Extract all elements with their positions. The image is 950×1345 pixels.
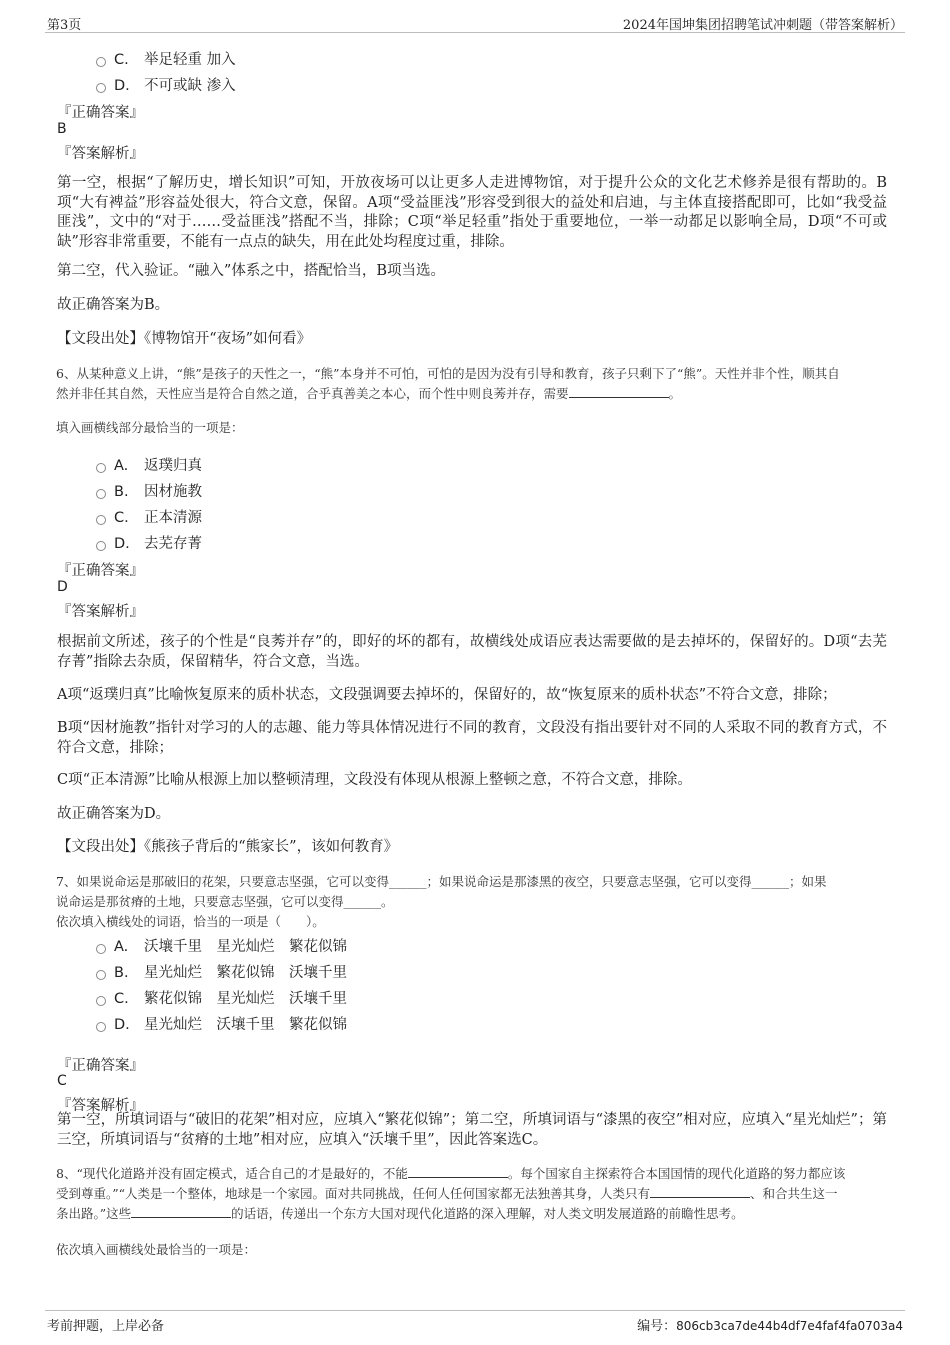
radio-icon[interactable] xyxy=(96,970,106,980)
q5-analysis-p3: 故正确答案为B。 xyxy=(57,297,170,313)
q5-source: 【文段出处】《博物馆开“夜场”如何看》 xyxy=(57,331,312,347)
q5-correct-answer-tag: 『正确答案』 xyxy=(57,105,144,121)
q7-correct-answer-tag: 『正确答案』 xyxy=(57,1058,144,1074)
q6-analysis-p1: 根据前文所述，孩子的个性是“良莠并存”的，即好的坏的都有，故横线处成语应表达需要做的是去掉坏的，保留好的。D项“去芜存菁”指除去杂质，保留精华，符合文意，当选。 xyxy=(57,634,887,670)
footer-slogan: 考前押题，上岸必备 xyxy=(47,1319,165,1334)
answer-blank xyxy=(650,1186,750,1198)
q5-option-c[interactable]: C. 举足轻重 加入 xyxy=(96,48,236,69)
q6-option-c[interactable]: C. 正本清源 xyxy=(96,506,202,527)
q7-option-c[interactable]: C. 繁花似锦 星光灿烂 沃壤千里 xyxy=(96,987,347,1008)
q6-option-d[interactable]: D. 去芜存菁 xyxy=(96,532,202,553)
radio-icon[interactable] xyxy=(96,541,106,551)
q6-analysis-p5: 故正确答案为D。 xyxy=(57,806,171,822)
q6-answer: D xyxy=(57,579,68,595)
radio-icon[interactable] xyxy=(96,996,106,1006)
q6-prompt: 填入画横线部分最恰当的一项是： xyxy=(56,420,244,435)
answer-blank xyxy=(131,1206,231,1218)
q5-analysis-p2: 第二空，代入验证。“融入”体系之中，搭配恰当，B项当选。 xyxy=(57,263,445,279)
header-divider xyxy=(45,32,905,33)
answer-blank xyxy=(569,386,669,398)
q8-stem: 8、“现代化道路并没有固定模式，适合自己的才是最好的，不能 。每个国家自主探索符合本国国情的现代化道路的努力都应该 受到尊重。”“人类是一个整体，地球是一个家园。面对共同挑战，任何人任何国家都无法独善其身，人类只有 、和合共生这一 条出路。”这些 的话语，传递出一个东方大国对现代化道路的深入理解，对人类文明发展道路的前瞻性思考。 xyxy=(56,1166,846,1221)
q5-answer: B xyxy=(57,121,67,137)
q7-stem: 7、如果说命运是那破旧的花架，只要意志坚强，它可以变得______；如果说命运是那漆黑的夜空，只要意志坚强，它可以变得______；如果 说命运是那贫瘠的土地，只要意志坚强，它可以变得______。 依次填入横线处的词语，恰当的一项是（ ）。 xyxy=(56,874,827,929)
q6-correct-answer-tag: 『正确答案』 xyxy=(57,563,144,579)
page-number: 第3页 xyxy=(47,18,82,33)
q6-analysis-p2: A项“返璞归真”比喻恢复原来的质朴状态，文段强调要去掉坏的，保留好的，故“恢复原来的质朴状态”不符合文意，排除； xyxy=(57,687,837,703)
q8-prompt: 依次填入画横线处最恰当的一项是： xyxy=(56,1242,257,1257)
q6-option-b[interactable]: B. 因材施教 xyxy=(96,480,202,501)
q6-analysis-tag: 『答案解析』 xyxy=(57,604,144,620)
q7-answer: C xyxy=(57,1073,67,1089)
q6-option-a[interactable]: A. 返璞归真 xyxy=(96,454,202,475)
radio-icon[interactable] xyxy=(96,1022,106,1032)
footer-divider xyxy=(45,1310,905,1311)
q7-analysis-tag: 『答案解析』 xyxy=(57,1098,144,1114)
q6-analysis-p3: B项“因材施教”指针对学习的人的志趣、能力等具体情况进行不同的教育，文段没有指出要针对不同的人采取不同的教育方式，不符合文意，排除； xyxy=(57,720,887,756)
radio-icon[interactable] xyxy=(96,515,106,525)
q5-analysis-p1: 第一空，根据“了解历史，增长知识”可知，开放夜场可以让更多人走进博物馆，对于提升公众的文化艺术修养是很有帮助的。B项“大有裨益”形容益处很大，符合文意，保留。A项“受益匪浅”形容受到很大的益处和启迪，与主体直接搭配即可，比如“我受益匪浅”，文中的“对于……受益匪浅”搭配不当，排除；C项“举足轻重”指处于重要地位，一举一动都足以影响全局，D项“不可或缺”形容非常重要，不能有一点点的缺失，用在此处均程度过重，排除。 xyxy=(57,175,887,250)
q7-option-b[interactable]: B. 星光灿烂 繁花似锦 沃壤千里 xyxy=(96,961,347,982)
radio-icon[interactable] xyxy=(96,57,106,67)
footer-document-code: 编号：806cb3ca7de44b4df7e4faf4fa0703a4 xyxy=(637,1319,903,1334)
q6-stem: 6、从某种意义上讲，“熊”是孩子的天性之一，“熊”本身并不可怕，可怕的是因为没有引导和教育，孩子只剩下了“熊”。天性并非个性，顺其自 然并非任其自然，天性应当是符合自然之道，合乎真善美之本心，而个性中则良莠并存，需要 。 xyxy=(56,366,840,401)
q6-source: 【文段出处】《熊孩子背后的“熊家长”，该如何教育》 xyxy=(57,839,399,855)
q7-option-d[interactable]: D. 星光灿烂 沃壤千里 繁花似锦 xyxy=(96,1013,347,1034)
q7-analysis-p1: 第一空，所填词语与“破旧的花架”相对应，应填入“繁花似锦”；第二空，所填词语与“漆黑的夜空”相对应，应填入“星光灿烂”；第三空，所填词语与“贫瘠的土地”相对应，应填入“沃壤千里”，因此答案选C。 xyxy=(57,1112,887,1148)
answer-blank xyxy=(408,1166,508,1178)
q5-option-d[interactable]: D. 不可或缺 渗入 xyxy=(96,74,236,95)
radio-icon[interactable] xyxy=(96,83,106,93)
radio-icon[interactable] xyxy=(96,489,106,499)
radio-icon[interactable] xyxy=(96,463,106,473)
q7-option-a[interactable]: A. 沃壤千里 星光灿烂 繁花似锦 xyxy=(96,935,347,956)
radio-icon[interactable] xyxy=(96,944,106,954)
q5-analysis-tag: 『答案解析』 xyxy=(57,146,144,162)
document-title: 2024年国坤集团招聘笔试冲刺题（带答案解析） xyxy=(622,18,903,33)
q6-analysis-p4: C项“正本清源”比喻从根源上加以整顿清理，文段没有体现从根源上整顿之意，不符合文意，排除。 xyxy=(57,772,692,788)
